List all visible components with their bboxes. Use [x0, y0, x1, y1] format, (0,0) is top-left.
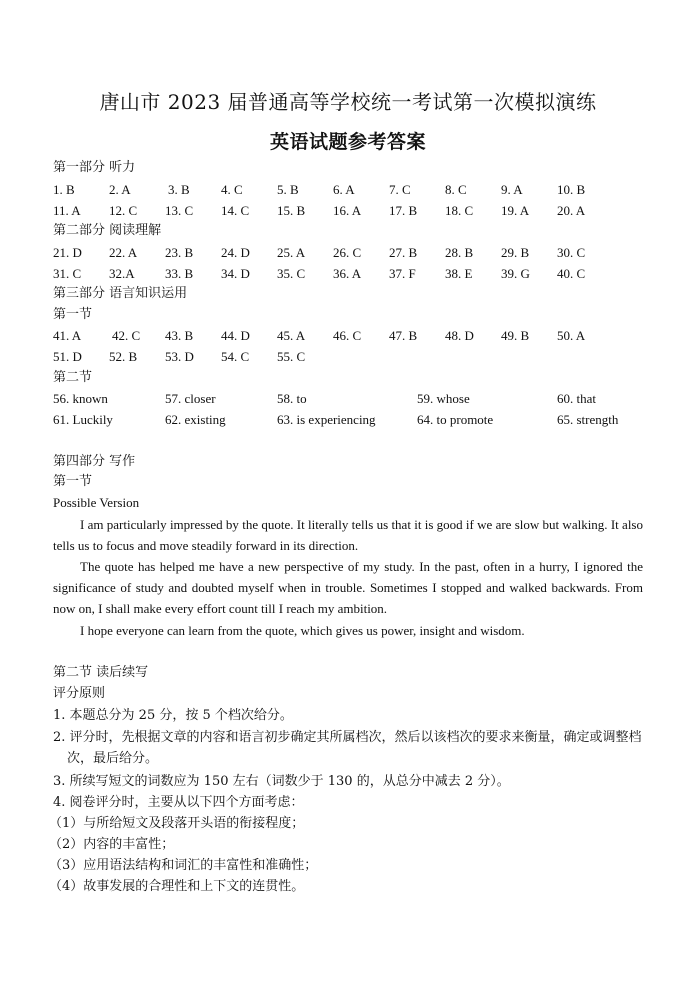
answer-item: 53. D — [165, 349, 194, 364]
answer-item: 28. B — [445, 245, 474, 260]
answer-row — [0, 245, 696, 261]
answer-item: 55. C — [277, 349, 306, 364]
answer-item: 25. A — [277, 245, 306, 260]
answer-item: 6. A — [333, 182, 355, 197]
answer-item: 38. E — [445, 266, 473, 281]
answer-item: 8. C — [445, 182, 467, 197]
answer-item: 20. A — [557, 203, 586, 218]
answer-item: 17. B — [389, 203, 418, 218]
part3-section2-heading: 第二节 — [53, 370, 93, 385]
answer-item: 12. C — [109, 203, 138, 218]
answer-row — [0, 266, 696, 282]
part4-section1-heading: 第一节 — [53, 474, 93, 489]
answer-item: 34. D — [221, 266, 250, 281]
answer-item: 60. that — [557, 391, 596, 406]
scoring-rule: 2. 评分时，先根据文章的内容和语言初步确定其所属档次，然后以该档次的要求来衡量，确定或调整档次，最后给分。 — [53, 730, 642, 766]
answer-item: 33. B — [165, 266, 194, 281]
answer-item: 9. A — [501, 182, 523, 197]
answer-row — [0, 328, 696, 344]
answer-item: 22. A — [109, 245, 138, 260]
answer-item: 47. B — [389, 328, 418, 343]
answer-item: 11. A — [53, 203, 81, 218]
answer-item: 44. D — [221, 328, 250, 343]
answer-row — [0, 349, 696, 365]
answer-item: 31. C — [53, 266, 82, 281]
part1-heading: 第一部分 听力 — [53, 160, 136, 175]
essay-paragraph: I am particularly impressed by the quote. It literally tells us that it is good if we are slow but walking. It also tells us to focus and move steadily forward in its direction. — [53, 517, 643, 553]
answer-item: 21. D — [53, 245, 82, 260]
consideration-item: （4）故事发展的合理性和上下文的连贯性。 — [49, 879, 305, 894]
answer-item: 51. D — [53, 349, 82, 364]
answer-item: 40. C — [557, 266, 586, 281]
part3-section1-heading: 第一节 — [53, 307, 93, 322]
answer-item: 59. whose — [417, 391, 470, 406]
answer-item: 41. A — [53, 328, 82, 343]
part2-heading: 第二部分 阅读理解 — [53, 223, 162, 238]
answer-item: 49. B — [501, 328, 530, 343]
consideration-item: （1）与所给短文及段落开头语的衔接程度； — [49, 816, 305, 831]
consideration-item: （2）内容的丰富性； — [49, 837, 175, 852]
answer-item: 39. G — [501, 266, 530, 281]
document-title: 唐山市 2023 届普通高等学校统一考试第一次模拟演练 — [99, 90, 597, 114]
answer-item: 43. B — [165, 328, 194, 343]
answer-item: 23. B — [165, 245, 194, 260]
answer-item: 4. C — [221, 182, 243, 197]
essay-paragraph: The quote has helped me have a new perspective of my study. In the past, often in a hurry, I ignored the significance of study and doubted myself when in trouble. Sometimes I stopped and walked backwards. From now on, I shall make every effort count till I reach my ambition. — [53, 559, 643, 616]
answer-item: 24. D — [221, 245, 250, 260]
scoring-rule: 3. 所续写短文的词数应为 150 左右（词数少于 130 的，从总分中减去 2 分）。 — [53, 774, 510, 789]
part4-heading: 第四部分 写作 — [53, 454, 136, 469]
scoring-rule: 1. 本题总分为 25 分，按 5 个档次给分。 — [53, 708, 293, 723]
answer-item: 5. B — [277, 182, 299, 197]
answer-item: 64. to promote — [417, 412, 494, 427]
possible-version-label: Possible Version — [53, 495, 140, 510]
answer-item: 30. C — [557, 245, 586, 260]
answer-item: 48. D — [445, 328, 474, 343]
scoring-principles-heading: 评分原则 — [53, 686, 106, 701]
scoring-rule: 4. 阅卷评分时，主要从以下四个方面考虑： — [53, 795, 304, 810]
answer-item: 58. to — [277, 391, 307, 406]
answer-item: 56. known — [53, 391, 108, 406]
answer-item: 46. C — [333, 328, 362, 343]
answer-item: 3. B — [168, 182, 190, 197]
answer-item: 57. closer — [165, 391, 216, 406]
part4-section2-heading: 第二节 读后续写 — [53, 665, 149, 680]
answer-row — [0, 412, 696, 428]
answer-item: 52. B — [109, 349, 138, 364]
answer-item: 27. B — [389, 245, 418, 260]
answer-item: 10. B — [557, 182, 586, 197]
consideration-item: （3）应用语法结构和词汇的丰富性和准确性； — [49, 858, 318, 873]
answer-item: 16. A — [333, 203, 362, 218]
answer-item: 45. A — [277, 328, 306, 343]
answer-item: 18. C — [445, 203, 474, 218]
answer-item: 13. C — [165, 203, 194, 218]
answer-item: 26. C — [333, 245, 362, 260]
essay-paragraph: I hope everyone can learn from the quote, which gives us power, insight and wisdom. — [80, 623, 525, 638]
answer-item: 35. C — [277, 266, 306, 281]
answer-row — [0, 391, 696, 407]
answer-item: 63. is experiencing — [277, 412, 376, 427]
answer-item: 65. strength — [557, 412, 619, 427]
answer-item: 14. C — [221, 203, 250, 218]
answer-item: 62. existing — [165, 412, 226, 427]
answer-item: 19. A — [501, 203, 530, 218]
answer-item: 29. B — [501, 245, 530, 260]
answer-item: 36. A — [333, 266, 362, 281]
answer-row — [0, 203, 696, 219]
answer-row — [0, 182, 696, 198]
answer-item: 1. B — [53, 182, 75, 197]
answer-item: 2. A — [109, 182, 131, 197]
answer-item: 50. A — [557, 328, 586, 343]
answer-item: 15. B — [277, 203, 306, 218]
answer-item: 61. Luckily — [53, 412, 113, 427]
document-subtitle: 英语试题参考答案 — [269, 131, 426, 153]
answer-item: 32.A — [109, 266, 135, 281]
answer-item: 54. C — [221, 349, 250, 364]
part3-heading: 第三部分 语言知识运用 — [53, 286, 188, 301]
answer-item: 42. C — [112, 328, 141, 343]
answer-item: 37. F — [389, 266, 416, 281]
answer-item: 7. C — [389, 182, 411, 197]
